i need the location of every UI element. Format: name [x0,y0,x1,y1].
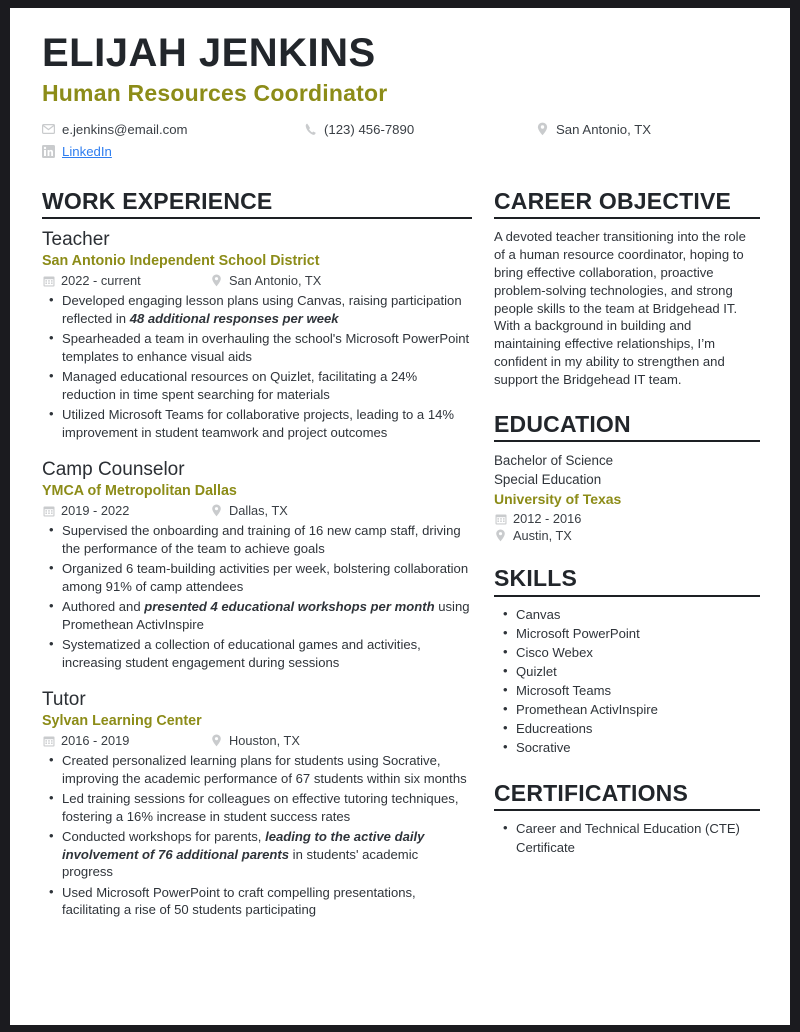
experience-location [210,733,300,748]
skill-item: • Canvas [494,606,760,625]
education-dates-text: 2012 - 2016 [513,511,582,527]
contact-row-primary [42,118,754,140]
section-skills [494,565,760,757]
experience-dates-text: 2019 - 2022 [61,503,130,519]
bullet-text: Authored and [62,599,145,615]
bullet-text: Supervised the onboarding and training of 16 new camp staff, driving the performance of the team to achieve goals [62,523,461,556]
calendar-icon [42,734,55,748]
experience-entry [42,458,472,671]
experience-bullet [42,790,472,825]
education-location-text: Austin, TX [513,528,572,544]
experience-bullet [42,522,472,557]
experience-bullet [42,560,472,595]
contact-phone[interactable] [304,122,536,137]
section-education [494,411,760,544]
contact-linkedin[interactable] [42,144,304,159]
right-column [494,188,760,922]
bullet-text: Led training sessions for colleagues on effective tutoring techniques, fostering a 16% increase in student success rates [62,791,459,824]
calendar-icon [42,504,55,518]
experience-bullet-list [42,752,472,919]
experience-dates [42,503,210,518]
envelope-icon [42,122,55,136]
skill-item: • Microsoft Teams [494,682,760,701]
experience-bullet [42,406,472,441]
location-pin-icon [210,734,223,748]
bullet-text: Organized 6 team-building activities per week, bolstering collaboration among 91% of camp attendees [62,561,469,594]
contact-block [42,118,754,162]
education-heading: EDUCATION [494,410,631,437]
skill-item: • Cisco Webex [494,644,760,663]
bullet-text: Conducted workshops for parents, [62,829,266,845]
contact-row-secondary [42,140,754,162]
experience-entry [42,228,472,441]
section-work-experience [42,188,472,919]
certifications-heading: CERTIFICATIONS [494,779,689,806]
section-certifications [494,780,760,858]
experience-bullet [42,292,472,327]
experience-bullet [42,368,472,403]
career-objective-text: A devoted teacher transitioning into the role of a human resource coordinator, hoping to bring effective collaboration, proactive problem-solving technologies, and strong people skills to the team at Bridgehead IT. With a background in building and maintaining effective relationships, I’m confident in my ability to strengthen and support the Bridgehead IT team. [494,229,746,387]
certifications-list [494,820,760,858]
location-pin-icon [494,529,507,543]
experience-meta [42,733,472,748]
experience-bullet [42,828,472,881]
experience-meta [42,273,472,288]
experience-organization: Sylvan Learning Center [42,713,202,730]
experience-dates [42,273,210,288]
resume-body [42,188,760,922]
section-career-objective [494,188,760,389]
experience-location [210,273,321,288]
bullet-text: Used Microsoft PowerPoint to craft compelling presentations, facilitating a rise of 50 students participating [62,884,416,918]
calendar-icon [42,274,55,288]
bullet-text: Created personalized learning plans for students using Socrative, improving the academic performance of 67 students within six months [62,753,467,786]
education-field: Special Education [494,472,602,488]
experience-meta [42,503,472,518]
location-pin-icon [210,274,223,288]
bullet-text: Systematized a collection of educational games and activities, increasing student engagement during sessions [62,637,421,670]
bullet-emphasis: presented 4 educational workshops per month [144,599,435,615]
contact-location-text: San Antonio, TX [556,121,652,137]
experience-location [210,503,288,518]
experience-bullet [42,330,472,365]
experience-entry [42,688,472,919]
bullet-text: Utilized Microsoft Teams for collaborative projects, leading to a 14% improvement in student teamwork and project outcomes [62,407,455,440]
experience-bullet [42,636,472,671]
section-divider [494,809,760,811]
experience-role: Camp Counselor [42,459,185,481]
bullet-text: Managed educational resources on Quizlet, facilitating a 24% reduction in time spent searching for materials [62,369,418,402]
left-column [42,188,494,922]
certification-item: • Career and Technical Education (CTE) Certificate [494,820,760,858]
experience-bullet [42,884,472,919]
experience-bullet [42,752,472,787]
experience-bullet-list [42,292,472,441]
contact-email-text: e.jenkins@email.com [62,121,188,137]
experience-location-text: San Antonio, TX [229,273,322,289]
candidate-name: ELIJAH JENKINS [42,31,376,75]
skills-list [494,606,760,758]
skill-item: • Microsoft PowerPoint [494,625,760,644]
experience-role: Tutor [42,689,86,711]
calendar-icon [494,512,507,526]
experience-role: Teacher [42,229,110,251]
experience-organization: San Antonio Independent School District [42,253,320,270]
education-dates [494,511,760,526]
location-pin-icon [210,504,223,518]
bullet-emphasis: leading to the active daily involvement of 76 additional parents [62,829,425,862]
bullet-text: Spearheaded a team in overhauling the school's Microsoft PowerPoint templates to enhance visual aids [62,331,470,364]
skill-item: • Quizlet [494,663,760,682]
skill-item: • Promethean ActivInspire [494,701,760,720]
contact-email[interactable] [42,122,304,137]
education-location [494,528,760,543]
experience-organization: YMCA of Metropolitan Dallas [42,483,237,500]
bullet-text-post: in students' academic progress [62,846,419,880]
location-pin-icon [536,122,549,136]
work-experience-heading: WORK EXPERIENCE [42,188,273,214]
bullet-text: Developed engaging lesson plans using Canvas, raising participation reflected in [62,293,462,326]
resume-header [42,32,760,162]
experience-location-text: Dallas, TX [229,503,288,519]
contact-location [536,122,754,137]
experience-dates [42,733,210,748]
bullet-text-post: using Promethean ActivInspire [62,599,470,632]
experience-bullet [42,598,472,633]
resume-page [10,8,790,1025]
bullet-emphasis: 48 additional responses per week [129,310,339,326]
education-degree: Bachelor of Science [494,453,614,469]
experience-dates-text: 2016 - 2019 [61,733,130,749]
section-divider [42,217,472,219]
section-divider [494,217,760,219]
education-school: University of Texas [494,491,622,508]
section-divider [494,595,760,597]
contact-phone-text: (123) 456-7890 [324,121,415,137]
candidate-job-title: Human Resources Coordinator [42,80,388,106]
linkedin-icon [42,144,55,158]
skills-heading: SKILLS [494,565,577,592]
career-objective-heading: CAREER OBJECTIVE [494,188,732,214]
phone-icon [304,122,317,136]
contact-linkedin-link[interactable]: LinkedIn [62,143,112,159]
experience-location-text: Houston, TX [229,733,300,749]
skill-item: • Socrative [494,739,760,758]
experience-bullet-list [42,522,472,671]
skill-item: • Educreations [494,720,760,739]
experience-dates-text: 2022 - current [61,273,141,289]
section-divider [494,440,760,442]
